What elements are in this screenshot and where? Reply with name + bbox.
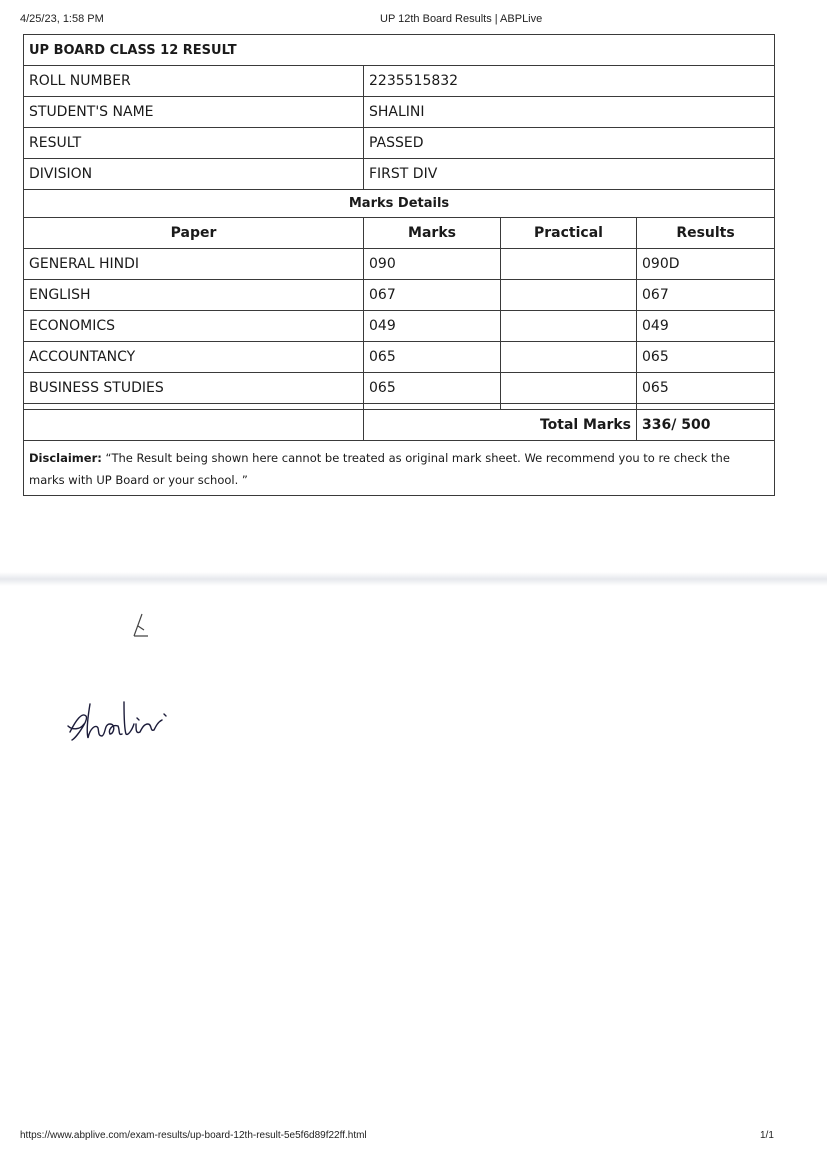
field-row-roll [24,66,775,97]
practical-cell [501,373,637,404]
paper-cell: GENERAL HINDI [24,249,364,280]
field-label: STUDENT'S NAME [24,97,364,128]
results-cell: 067 [637,280,775,311]
table-row [24,311,775,342]
practical-cell [501,342,637,373]
results-cell: 049 [637,311,775,342]
table-row [24,373,775,404]
total-empty-cell [24,410,364,441]
result-title: UP BOARD CLASS 12 RESULT [24,35,775,66]
print-page-title: UP 12th Board Results | ABPLive [380,13,543,25]
field-row-division [24,159,775,190]
results-cell: 065 [637,342,775,373]
field-row-result [24,128,775,159]
field-value: FIRST DIV [364,159,775,190]
handwritten-signature [62,690,177,748]
table-row [24,280,775,311]
scan-fold-line [0,572,827,586]
field-value: 2235515832 [364,66,775,97]
column-header-paper: Paper [24,218,364,249]
paper-cell: BUSINESS STUDIES [24,373,364,404]
table-row [24,342,775,373]
practical-cell [501,311,637,342]
field-row-name [24,97,775,128]
result-table [23,34,775,496]
column-header-results: Results [637,218,775,249]
total-marks-label: Total Marks [364,410,637,441]
column-header-marks: Marks [364,218,501,249]
field-value: PASSED [364,128,775,159]
results-cell: 065 [637,373,775,404]
print-datetime: 4/25/23, 1:58 PM [20,13,104,25]
paper-cell: ENGLISH [24,280,364,311]
disclaimer-label: Disclaimer: [29,451,102,465]
paper-cell: ACCOUNTANCY [24,342,364,373]
marks-header-row [24,218,775,249]
practical-cell [501,249,637,280]
results-cell: 090D [637,249,775,280]
total-marks-value: 336/ 500 [637,410,775,441]
paper-cell: ECONOMICS [24,311,364,342]
marks-cell: 065 [364,342,501,373]
table-row [24,249,775,280]
marks-cell: 049 [364,311,501,342]
marks-cell: 090 [364,249,501,280]
field-label: RESULT [24,128,364,159]
disclaimer [24,441,775,496]
print-footer-url: https://www.abplive.com/exam-results/up-board-12th-result-5e5f6d89f22ff.html [20,1130,367,1141]
marks-cell: 067 [364,280,501,311]
total-row [24,410,775,441]
marks-cell: 065 [364,373,501,404]
print-page-number: 1/1 [760,1130,774,1141]
column-header-practical: Practical [501,218,637,249]
marks-details-heading: Marks Details [24,190,775,218]
field-label: DIVISION [24,159,364,190]
field-value: SHALINI [364,97,775,128]
field-label: ROLL NUMBER [24,66,364,97]
pen-mark-icon [128,612,152,640]
disclaimer-text: “The Result being shown here cannot be treated as original mark sheet. We recommend you to re check the marks with UP Board or your school. ” [29,451,730,487]
practical-cell [501,280,637,311]
